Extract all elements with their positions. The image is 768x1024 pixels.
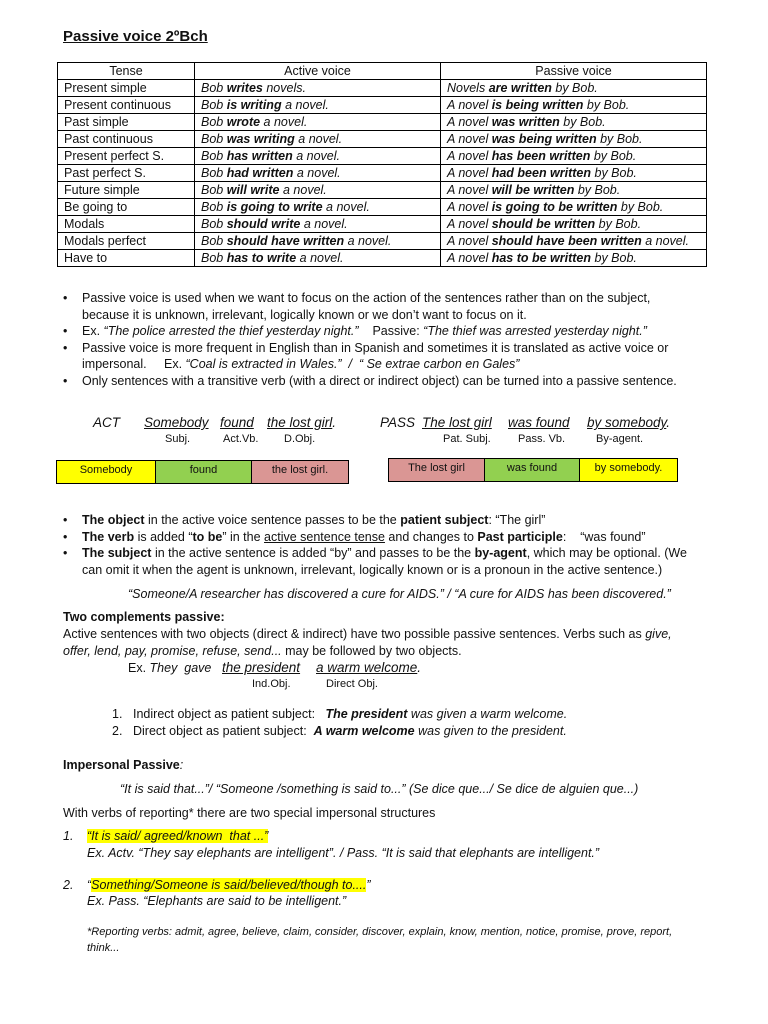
cell-verb: has been written (491, 149, 591, 163)
cell-active (195, 250, 441, 267)
transform-bullets (63, 512, 748, 578)
cell-tense: Present continuous (58, 97, 195, 114)
table-row (58, 97, 707, 114)
label-ind-obj: Ind.Obj. (252, 678, 291, 690)
para-italic: give, (645, 627, 672, 641)
bullet-bold: by-agent (474, 546, 527, 560)
cell-text: Bob (201, 132, 227, 146)
bullet-underline: active sentence tense (264, 529, 385, 544)
bullet-text: ” in the (222, 529, 265, 544)
bullet-text: , which may be optional. (We (526, 546, 687, 560)
act-label-obj: D.Obj. (284, 433, 316, 445)
bullet-bold: Past participle (477, 529, 563, 544)
table-row (58, 148, 707, 165)
cell-verb: had been written (491, 166, 592, 180)
cell-text: Bob (201, 251, 227, 265)
ex-direct-object: a warm welcome (316, 660, 418, 675)
cell-tense: Modals perfect (58, 233, 195, 250)
example-text: “Coal is extracted in Wales.” / “ Se extrae carbon en Gales” (185, 357, 520, 371)
cell-passive (441, 148, 707, 165)
cell-active (195, 233, 441, 250)
impersonal-num-2: 2. (63, 878, 74, 892)
impersonal-example-1: Ex. Actv. “They say elephants are intelligent”. / Pass. “It is said that elephants are intelligent.” (87, 846, 600, 860)
cell-tense: Future simple (58, 182, 195, 199)
cell-passive (441, 250, 707, 267)
cell-text: a novel. (322, 200, 370, 214)
table-row (58, 216, 707, 233)
box-agent: by somebody. (580, 459, 677, 481)
two-complements-list (112, 706, 567, 740)
list-item (63, 512, 748, 529)
cell-passive (441, 165, 707, 182)
cell-text: a novel. (260, 115, 308, 129)
bullet-text: : “was found” (562, 529, 646, 544)
ex-direct-object-wrap (316, 660, 421, 675)
cell-verb: was written (491, 115, 560, 129)
cell-tense: Modals (58, 216, 195, 233)
two-complements-line2 (63, 644, 462, 658)
cell-verb: has written (226, 149, 293, 163)
para-text: may be followed by two objects. (281, 644, 462, 658)
table-row (58, 199, 707, 216)
impersonal-item-1 (87, 829, 268, 843)
cell-active (195, 165, 441, 182)
reporting-verbs-note-cont: think... (87, 942, 120, 954)
cell-active (195, 97, 441, 114)
cell-text: a novel. (296, 251, 344, 265)
cell-verb: has to be written (491, 251, 592, 265)
cell-passive (441, 114, 707, 131)
example-active: “The police arrested the thief yesterday night.” (103, 324, 359, 338)
bullet-bold: to be (192, 529, 223, 544)
act-label: ACT (93, 415, 120, 430)
pass-subject: The lost girl (422, 415, 492, 430)
bullet-text: is added “ (134, 529, 193, 544)
quote-close: ” (366, 878, 371, 892)
bullet-text: and changes to (384, 529, 478, 544)
cell-passive (441, 199, 707, 216)
table-header-row (58, 63, 707, 80)
cell-text: A novel (447, 251, 492, 265)
cell-text: Bob (201, 166, 227, 180)
cell-verb: should have been written (491, 234, 642, 248)
header-tense: Tense (58, 63, 195, 80)
cell-text: A novel (447, 200, 492, 214)
bullet-text: because it is unknown, irrelevant, logically known or we don’t want to focus on it. (82, 307, 527, 322)
cell-verb: writes (226, 81, 263, 95)
cell-verb: will be written (491, 183, 575, 197)
list-italic: was given a warm welcome. (407, 707, 568, 721)
cell-active (195, 131, 441, 148)
list-text: Direct object as patient subject: (133, 724, 314, 738)
cell-text: Bob (201, 183, 227, 197)
cell-verb: should be written (491, 217, 596, 231)
bullet-text: Ex. (82, 324, 104, 338)
table-row (58, 165, 707, 182)
bullet-text: impersonal. Ex. (82, 357, 186, 371)
pass-agent: by somebody (587, 415, 667, 430)
cell-active (195, 199, 441, 216)
cell-text: novels. (262, 81, 306, 95)
impersonal-heading: Impersonal Passive (63, 758, 180, 772)
cell-active (195, 80, 441, 97)
table-row (58, 182, 707, 199)
cell-verb: has to write (226, 251, 297, 265)
box-passive-verb: was found (485, 459, 580, 481)
cell-text: a novel. (292, 149, 340, 163)
box-verb: found (156, 461, 252, 483)
cell-text: A novel (447, 149, 492, 163)
reporting-verbs-note: *Reporting verbs: admit, agree, believe, claim, consider, discover, explain, know, mention, notice, promise, prove, report, (87, 926, 673, 938)
list-item (112, 723, 567, 740)
highlighted-structure: Something/Someone is said/believed/though to.... (91, 878, 367, 892)
cell-tense: Be going to (58, 199, 195, 216)
active-boxes (56, 460, 349, 484)
heading-colon: : (179, 758, 184, 772)
list-item (63, 529, 748, 546)
cell-text: A novel (447, 115, 492, 129)
pass-label-agent: By-agent. (596, 433, 644, 445)
list-item (63, 340, 743, 373)
pass-agent-wrap (587, 415, 670, 430)
two-complements-line1 (63, 627, 672, 641)
bullet-text: in the active voice sentence passes to be the (144, 513, 401, 527)
cell-text: a novel. (293, 166, 341, 180)
cell-text: Bob (201, 234, 227, 248)
list-bold: A warm welcome (313, 724, 415, 738)
act-object: the lost girl (267, 415, 333, 430)
cell-text: A novel (447, 132, 492, 146)
cell-text: by Bob. (591, 166, 637, 180)
bullet-bold: The object (82, 513, 145, 527)
list-text: Indirect object as patient subject: (133, 707, 326, 721)
cell-verb: is being written (491, 98, 584, 112)
cell-text: Bob (201, 115, 227, 129)
two-complements-heading: Two complements passive: (63, 610, 225, 624)
cell-verb: wrote (226, 115, 261, 129)
act-label-verb: Act.Vb. (223, 433, 259, 445)
bullet-text: : “The girl” (488, 513, 546, 527)
list-italic: was given to the president. (414, 724, 567, 738)
cell-text: by Bob. (617, 200, 664, 214)
tense-table (57, 62, 707, 267)
impersonal-item-2 (87, 878, 371, 892)
bullet-text: Passive voice is more frequent in English than in Spanish and sometimes it is translated as active voice or (82, 340, 669, 355)
cell-verb: was being written (491, 132, 597, 146)
cell-verb: had written (226, 166, 294, 180)
ex-subject-verb: They gave (149, 661, 219, 675)
agent-example: “Someone/A researcher has discovered a cure for AIDS.” / “A cure for AIDS has been discovered.” (128, 587, 671, 601)
cell-text: A novel (447, 234, 492, 248)
cell-passive (441, 131, 707, 148)
cell-passive (441, 97, 707, 114)
cell-text: a novel. (281, 98, 329, 112)
box-object: the lost girl. (252, 461, 348, 483)
cell-text: Bob (201, 200, 227, 214)
cell-active (195, 216, 441, 233)
ex-end: . (417, 660, 422, 675)
bullet-text: in the active sentence is added “by” and passes to be the (151, 546, 475, 560)
table-row (58, 131, 707, 148)
act-label-subj: Subj. (165, 433, 191, 445)
list-item (112, 706, 567, 723)
cell-text: by Bob. (551, 81, 598, 95)
cell-text: by Bob. (559, 115, 606, 129)
bullet-bold: The verb (82, 529, 135, 544)
cell-text: A novel (447, 183, 492, 197)
cell-passive (441, 80, 707, 97)
cell-tense: Past perfect S. (58, 165, 195, 182)
bullet-text: Passive: (358, 324, 424, 338)
cell-verb: is going to write (226, 200, 323, 214)
cell-verb: will write (226, 183, 280, 197)
cell-active (195, 182, 441, 199)
act-object-wrap (267, 415, 336, 430)
two-complements-example (128, 661, 218, 675)
cell-active (195, 148, 441, 165)
cell-text: a novel. (294, 132, 343, 146)
cell-active (195, 114, 441, 131)
cell-text: Novels (447, 81, 489, 95)
cell-text: by Bob. (596, 132, 643, 146)
cell-text: a novel. (344, 234, 392, 248)
cell-text: Bob (201, 98, 227, 112)
quote-open: “ (87, 878, 92, 892)
act-subject: Somebody (144, 415, 209, 430)
list-item (63, 545, 748, 578)
cell-text: by Bob. (574, 183, 621, 197)
ex-indirect-object: the president (222, 660, 301, 675)
cell-text: by Bob. (591, 251, 637, 265)
impersonal-example-2: Ex. Pass. “Elephants are said to be intelligent.” (87, 894, 347, 908)
list-number: 2. (112, 724, 123, 738)
list-number: 1. (112, 707, 123, 721)
usage-bullets (63, 290, 743, 389)
para-text: Active sentences with two objects (direct & indirect) have two possible passive sentences. Verbs such as (63, 627, 646, 641)
header-active: Active voice (195, 63, 441, 80)
cell-text: A novel (447, 98, 492, 112)
cell-text: Bob (201, 81, 227, 95)
bullet-bold: patient subject (400, 513, 489, 527)
cell-text: Bob (201, 217, 227, 231)
pass-verb: was found (508, 415, 570, 430)
cell-text: A novel (447, 217, 492, 231)
bullet-text: can omit it when the agent is unknown, irrelevant, logically known or is a pronoun in the active sentence.) (82, 562, 663, 577)
cell-verb: are written (488, 81, 552, 95)
box-patient-subject: The lost girl (389, 459, 485, 481)
cell-text: by Bob. (590, 149, 637, 163)
cell-text: a novel. (641, 234, 689, 248)
table-row (58, 114, 707, 131)
cell-passive (441, 233, 707, 250)
bullet-text: Only sentences with a transitive verb (with a direct or indirect object) can be turned into a passive sentence. (82, 373, 677, 388)
table-row (58, 250, 707, 267)
cell-passive (441, 216, 707, 233)
impersonal-heading-wrap (63, 758, 183, 772)
pass-end: . (666, 415, 671, 430)
table-row (58, 80, 707, 97)
cell-text: A novel (447, 166, 492, 180)
cell-tense: Present simple (58, 80, 195, 97)
cell-verb: was writing (226, 132, 295, 146)
cell-text: by Bob. (595, 217, 642, 231)
cell-tense: Present perfect S. (58, 148, 195, 165)
list-item (63, 323, 743, 340)
impersonal-intro: With verbs of reporting* there are two special impersonal structures (63, 806, 436, 820)
cell-tense: Have to (58, 250, 195, 267)
table-row (58, 233, 707, 250)
example-passive: “The thief was arrested yesterday night.” (423, 324, 647, 338)
para-italic: offer, lend, pay, promise, refuse, send... (63, 644, 282, 658)
cell-verb: is going to be written (491, 200, 618, 214)
pass-label: PASS (380, 415, 416, 430)
cell-verb: should have written (226, 234, 345, 248)
box-subject: Somebody (57, 461, 156, 483)
cell-text: by Bob. (583, 98, 630, 112)
label-direct-obj: Direct Obj. (326, 678, 378, 690)
cell-text: a novel. (300, 217, 348, 231)
list-item (63, 290, 743, 323)
act-end: . (332, 415, 337, 430)
pass-label-verb: Pass. Vb. (518, 433, 566, 445)
bullet-text: Passive voice is used when we want to focus on the action of the sentences rather than on the subject, (82, 291, 651, 305)
impersonal-structures: “It is said that...”/ “Someone /something is said to...” (Se dice que.../ Se dice de alguien que...) (120, 782, 639, 796)
ex-prefix: Ex. (128, 661, 150, 675)
bullet-bold: The subject (82, 546, 152, 560)
cell-passive (441, 182, 707, 199)
act-verb: found (220, 415, 254, 430)
cell-verb: should write (226, 217, 301, 231)
cell-text: a novel. (279, 183, 327, 197)
impersonal-num-1: 1. (63, 829, 74, 843)
list-item (63, 373, 743, 390)
cell-tense: Past continuous (58, 131, 195, 148)
cell-verb: is writing (226, 98, 282, 112)
page-title: Passive voice 2ºBch (63, 28, 208, 45)
cell-tense: Past simple (58, 114, 195, 131)
cell-text: Bob (201, 149, 227, 163)
pass-label-subj: Pat. Subj. (443, 433, 491, 445)
list-bold: The president (325, 707, 408, 721)
highlighted-structure: “It is said/ agreed/known that ...” (87, 829, 269, 843)
passive-boxes (388, 458, 678, 482)
header-passive: Passive voice (441, 63, 707, 80)
